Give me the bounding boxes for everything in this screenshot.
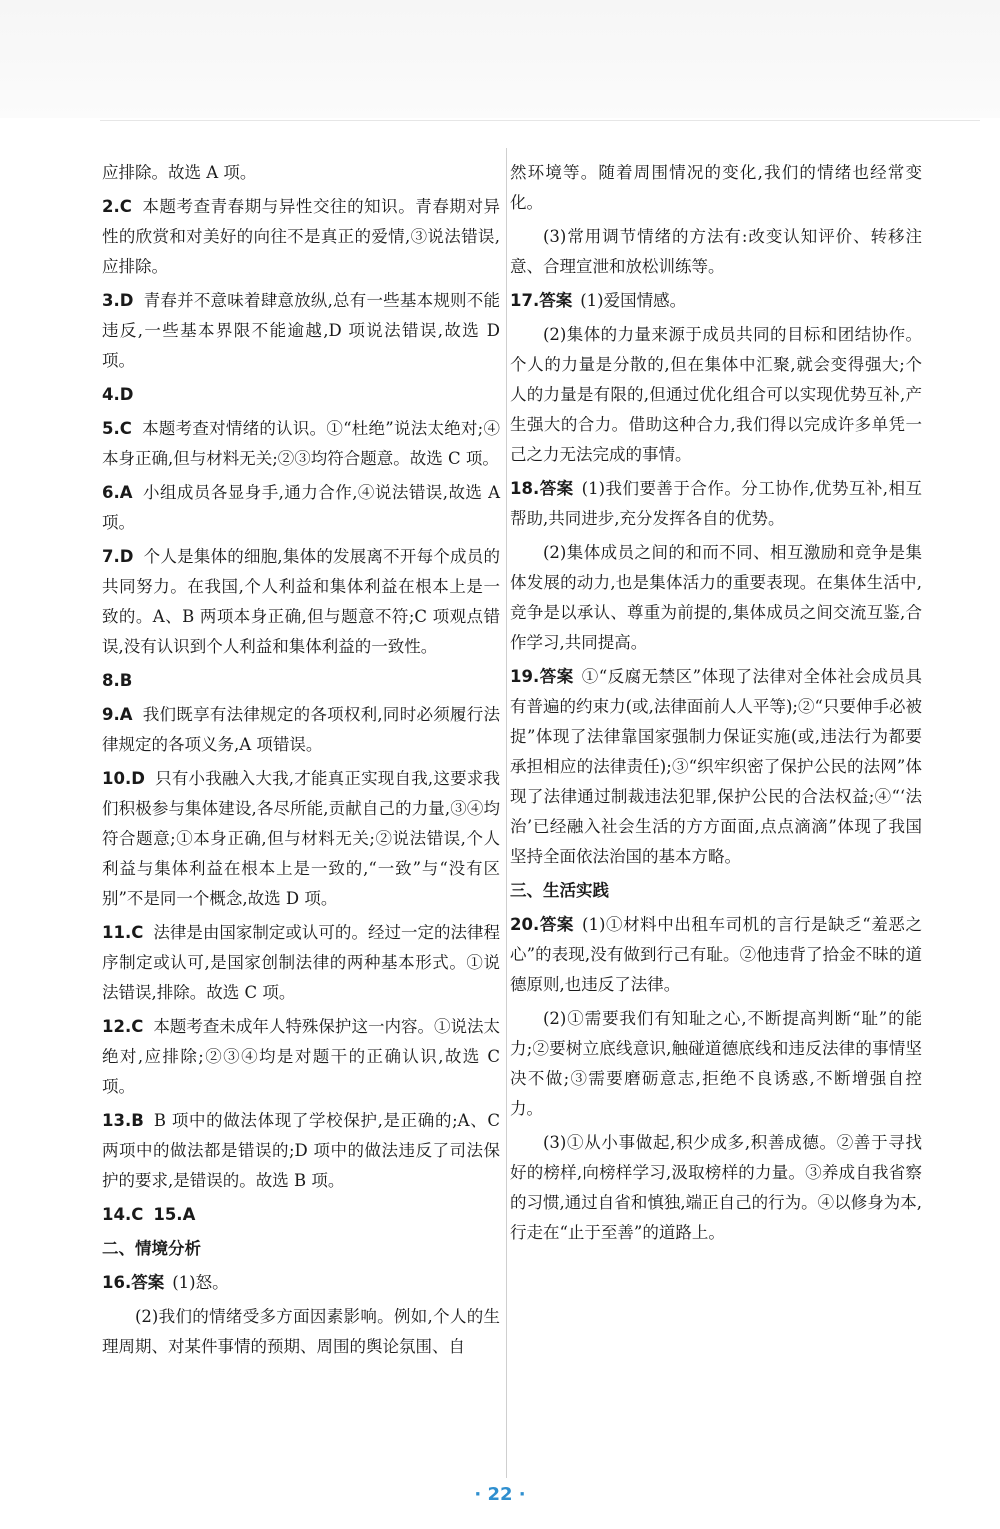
answer-item-16	[102, 1268, 500, 1298]
item-answer: C	[119, 419, 132, 438]
item-answer: D	[131, 769, 145, 788]
answer-item-8	[102, 666, 500, 696]
header-rule	[100, 120, 980, 121]
answer-tag: 答案	[539, 915, 575, 934]
answer-item-2	[102, 192, 500, 282]
item-number: 16.	[102, 1273, 132, 1292]
item-number: 14.	[102, 1205, 132, 1224]
answer-item-9	[102, 700, 500, 760]
item-explanation: (1)我们要善于合作。分工协作,优势互补,相互帮助,共同进步,充分发挥各自的优势。	[510, 479, 922, 528]
item-explanation: (1)怒。	[172, 1273, 229, 1292]
item-explanation: (1)①材料中出租车司机的言行是缺乏“羞恶之心”的表现,没有做到行己有耻。②他违背了拾金不昧的道德原则,也违反了法律。	[510, 915, 923, 994]
answer-tag: 答案	[539, 479, 574, 498]
item-answer: D	[119, 547, 134, 566]
left-column	[102, 158, 500, 1366]
item-explanation: 本题考查未成年人特殊保护这一内容。①说法太绝对,应排除;②③④均是对题干的正确认识,故选 C 项。	[102, 1017, 500, 1096]
answer-item-18	[510, 474, 922, 534]
item-answer: D	[119, 291, 134, 310]
item-explanation: 法律是由国家制定或认可的。经过一定的法律程序制定或认可,是国家创制法律的两种基本形式。①说法错误,排除。故选 C 项。	[102, 923, 500, 1002]
item-explanation: 本题考查青春期与异性交往的知识。青春期对异性的欣赏和对美好的向往不是真正的爱情,③说法错误,应排除。	[102, 197, 500, 276]
item-number: 12.	[102, 1017, 132, 1036]
item-number: 18.	[510, 479, 540, 498]
answer-item-11	[102, 918, 500, 1008]
answer-item-12	[102, 1012, 500, 1102]
item-answer: B	[131, 1111, 144, 1130]
item-number: 9.	[102, 705, 120, 724]
answer-tag: 答案	[539, 291, 573, 310]
item-answer: C	[131, 923, 144, 942]
item-number: 15.	[153, 1205, 183, 1224]
item-answer: A	[182, 1205, 196, 1224]
item-number: 7.	[102, 547, 120, 566]
item-number: 10.	[102, 769, 132, 788]
continued-text: 应排除。故选 A 项。	[102, 163, 257, 182]
answer-paragraph: (2)集体成员之间的和而不同、相互激励和竞争是集体发展的动力,也是集体活力的重要表现。在集体生活中,竞争是以承认、尊重为前提的,集体成员之间交流互鉴,合作学习,共同提高。	[510, 543, 922, 652]
item-number: 4.	[102, 385, 120, 404]
item-explanation: 我们既享有法律规定的各项权利,同时必须履行法律规定的各项义务,A 项错误。	[102, 705, 500, 754]
answer-item-7	[102, 542, 500, 662]
answer-paragraph: (2)集体的力量来源于成员共同的目标和团结协作。个人的力量是分散的,但在集体中汇聚,就会变得强大;个人的力量是有限的,但通过优化组合可以实现优势互补,产生强大的合力。借助这种合力,我们得以完成许多单凭一己之力无法完成的事情。	[510, 325, 922, 464]
answer-item-14-15	[102, 1200, 500, 1230]
item-number: 5.	[102, 419, 120, 438]
answer-item-6	[102, 478, 500, 538]
item-answer: A	[119, 483, 133, 502]
item-number: 2.	[102, 197, 120, 216]
item-number: 19.	[510, 667, 540, 686]
answer-paragraph: (3)常用调节情绪的方法有:改变认知评价、转移注意、合理宣泄和放松训练等。	[510, 227, 922, 276]
scan-top-margin	[0, 0, 1000, 118]
item-number: 20.	[510, 915, 540, 934]
answer-item-20	[510, 910, 922, 1000]
item-number: 8.	[102, 671, 120, 690]
answer-item-3	[102, 286, 500, 376]
item-answer: C	[131, 1017, 144, 1036]
answer-item-17	[510, 286, 922, 316]
continued-text: 然环境等。随着周围情况的变化,我们的情绪也经常变化。	[510, 163, 922, 212]
item-explanation: 小组成员各显身手,通力合作,④说法错误,故选 A 项。	[102, 483, 500, 532]
item-number: 17.	[510, 291, 540, 310]
item-explanation: B 项中的做法体现了学校保护,是正确的;A、C 两项中的做法都是错误的;D 项中的做法违反了司法保护的要求,是错误的。故选 B 项。	[102, 1111, 500, 1190]
answer-item-5	[102, 414, 500, 474]
item-answer: B	[119, 671, 133, 690]
item-answer: D	[119, 385, 134, 404]
answer-paragraph: (2)我们的情绪受多方面因素影响。例如,个人的生理周期、对某件事情的预期、周围的舆论氛围、自	[102, 1307, 500, 1356]
answer-item-19	[510, 662, 922, 872]
item-explanation: (1)爱国情感。	[580, 291, 687, 310]
item-number: 6.	[102, 483, 120, 502]
item-explanation: 青春并不意味着肆意放纵,总有一些基本规则不能违反,一些基本界限不能逾越,D 项说法错误,故选 D 项。	[102, 291, 500, 370]
answer-tag: 答案	[539, 667, 574, 686]
section-heading: 二、情境分析	[102, 1239, 201, 1258]
item-answer: C	[131, 1205, 144, 1224]
answer-page	[102, 158, 923, 1478]
item-explanation: 只有小我融入大我,才能真正实现自我,这要求我们积极参与集体建设,各尽所能,贡献自己的力量,③④均符合题意;①本身正确,但与材料无关;②说法错误,个人利益与集体利益在根本上是一致的,“一致”与“没有区别”不是同一个概念,故选 D 项。	[102, 769, 500, 908]
item-explanation: ①“反腐无禁区”体现了法律对全体社会成员具有普遍的约束力(或,法律面前人人平等);②“只要伸手必被捉”体现了法律靠国家强制力保证实施(或,违法行为都要承担相应的法律责任);③“织牢织密了保护公民的法网”体现了法律通过制裁违法犯罪,保护公民的合法权益;④“‘法治’已经融入社会生活的方方面面,点点滴滴”体现了我国坚持全面依法治国的基本方略。	[510, 667, 923, 866]
item-explanation: 本题考查对情绪的认识。①“杜绝”说法太绝对;④本身正确,但与材料无关;②③均符合题意。故选 C 项。	[102, 419, 500, 468]
item-number: 11.	[102, 923, 132, 942]
answer-paragraph: (3)①从小事做起,积少成多,积善成德。②善于寻找好的榜样,向榜样学习,汲取榜样的力量。③养成自我省察的习惯,通过自省和慎独,端正自己的行为。④以修身为本,行走在“止于至善”的道路上。	[510, 1133, 922, 1242]
item-number: 3.	[102, 291, 120, 310]
item-explanation: 个人是集体的细胞,集体的发展离不开每个成员的共同努力。在我国,个人利益和集体利益在根本上是一致的。A、B 两项本身正确,但与题意不符;C 项观点错误,没有认识到个人利益和集体利益的一致性。	[102, 547, 500, 656]
answer-item-10	[102, 764, 500, 914]
answer-item-13	[102, 1106, 500, 1196]
column-divider	[506, 148, 507, 1478]
page-number: · 22 ·	[474, 1484, 526, 1505]
answer-item-4	[102, 380, 500, 410]
answer-tag: 答案	[131, 1273, 165, 1292]
right-column	[510, 158, 922, 1252]
answer-paragraph: (2)①需要我们有知耻之心,不断提高判断“耻”的能力;②要树立底线意识,触碰道德底线和违反法律的事情坚决不做;③需要磨砺意志,拒绝不良诱惑,不断增强自控力。	[510, 1009, 922, 1118]
item-answer: A	[119, 705, 133, 724]
item-answer: C	[119, 197, 132, 216]
item-number: 13.	[102, 1111, 132, 1130]
section-heading: 三、生活实践	[510, 881, 609, 900]
